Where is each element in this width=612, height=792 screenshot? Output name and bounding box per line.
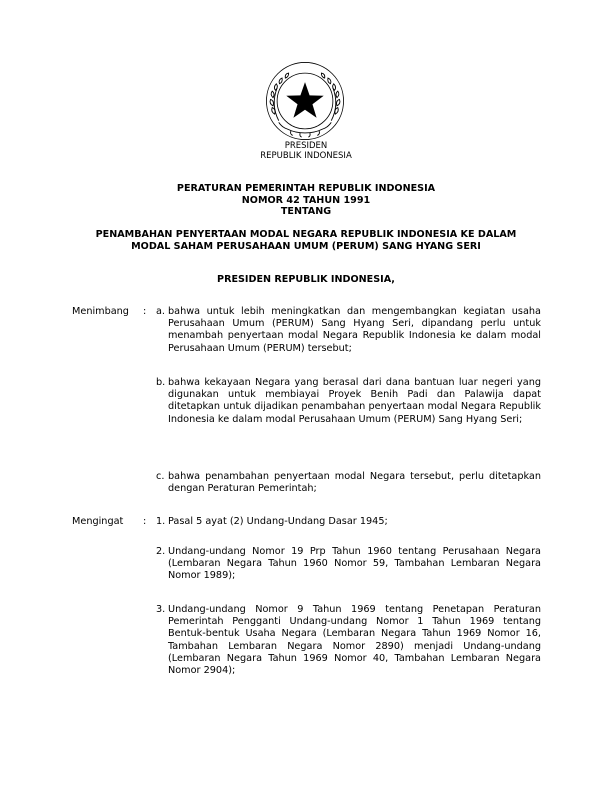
header-republik-indonesia: REPUBLIK INDONESIA <box>260 151 352 161</box>
item-marker: a. <box>156 306 166 317</box>
regulation-tentang: TENTANG <box>280 206 332 217</box>
regulation-subject-line2: MODAL SAHAM PERUSAHAAN UMUM (PERUM) SANG HYANG SERI <box>131 240 481 252</box>
regulation-title: PERATURAN PEMERINTAH REPUBLIK INDONESIA <box>176 183 436 194</box>
item-marker: 1. <box>156 516 166 527</box>
mengingat-label: Mengingat <box>72 516 124 527</box>
preamble-heading: PRESIDEN REPUBLIK INDONESIA, <box>217 274 395 285</box>
item-text: Undang-undang Nomor 19 Prp Tahun 1960 tentang Perusahaan Negara (Lembaran Negara Tahun 1960 Nomor 59, Tambahan Lembaran Negara Nomor 1989); <box>168 546 541 582</box>
regulation-number: NOMOR 42 TAHUN 1991 <box>241 194 371 206</box>
item-marker: 3. <box>156 604 166 615</box>
regulation-subject-line1: PENAMBAHAN PENYERTAAN MODAL NEGARA REPUBLIK INDONESIA KE DALAM <box>95 229 517 240</box>
item-text: bahwa untuk lebih meningkatkan dan mengembangkan kegiatan usaha Perusahaan Umum (PERUM) Sang Hyang Seri, dipandang perlu untuk menambah penyertaan modal Negara Republik Indonesia ke dalam modal Perusahaan Umum (PERUM) tersebut; <box>168 306 541 354</box>
mengingat-colon: : <box>143 516 147 527</box>
item-marker: b. <box>156 377 166 388</box>
item-text: Pasal 5 ayat (2) Undang-Undang Dasar 1945; <box>168 516 388 527</box>
item-marker: c. <box>156 471 165 482</box>
item-text: bahwa kekayaan Negara yang berasal dari dana bantuan luar negeri yang digunakan untuk membiayai Proyek Benih Padi dan Palawija dapat ditetapkan untuk dijadikan penambahan penyertaan modal Negara Republik Indonesia ke dalam modal Perusahaan Umum (PERUM) Sang Hyang Seri; <box>168 377 541 425</box>
item-marker: 2. <box>156 546 166 557</box>
header-presiden: PRESIDEN <box>284 141 328 151</box>
star-wreath-icon <box>264 60 346 142</box>
item-text: bahwa penambahan penyertaan modal Negara tersebut, perlu ditetapkan dengan Peraturan Pemerintah; <box>168 471 541 495</box>
presidential-seal-emblem <box>264 60 346 142</box>
item-text: Undang-undang Nomor 9 Tahun 1969 tentang Penetapan Peraturan Pemerintah Pengganti Undang-undang Nomor 1 Tahun 1969 tentang Bentuk-bentuk Usaha Negara (Lembaran Negara Tahun 1969 Nomor 16, Tambahan Lembaran Negara Nomor 2890) menjadi Undang-undang (Lembaran Negara Tahun 1969 Nomor 40, Tambahan Lembaran Negara Nomor 2904); <box>168 604 541 677</box>
menimbang-colon: : <box>143 306 147 317</box>
menimbang-label: Menimbang <box>72 306 129 317</box>
